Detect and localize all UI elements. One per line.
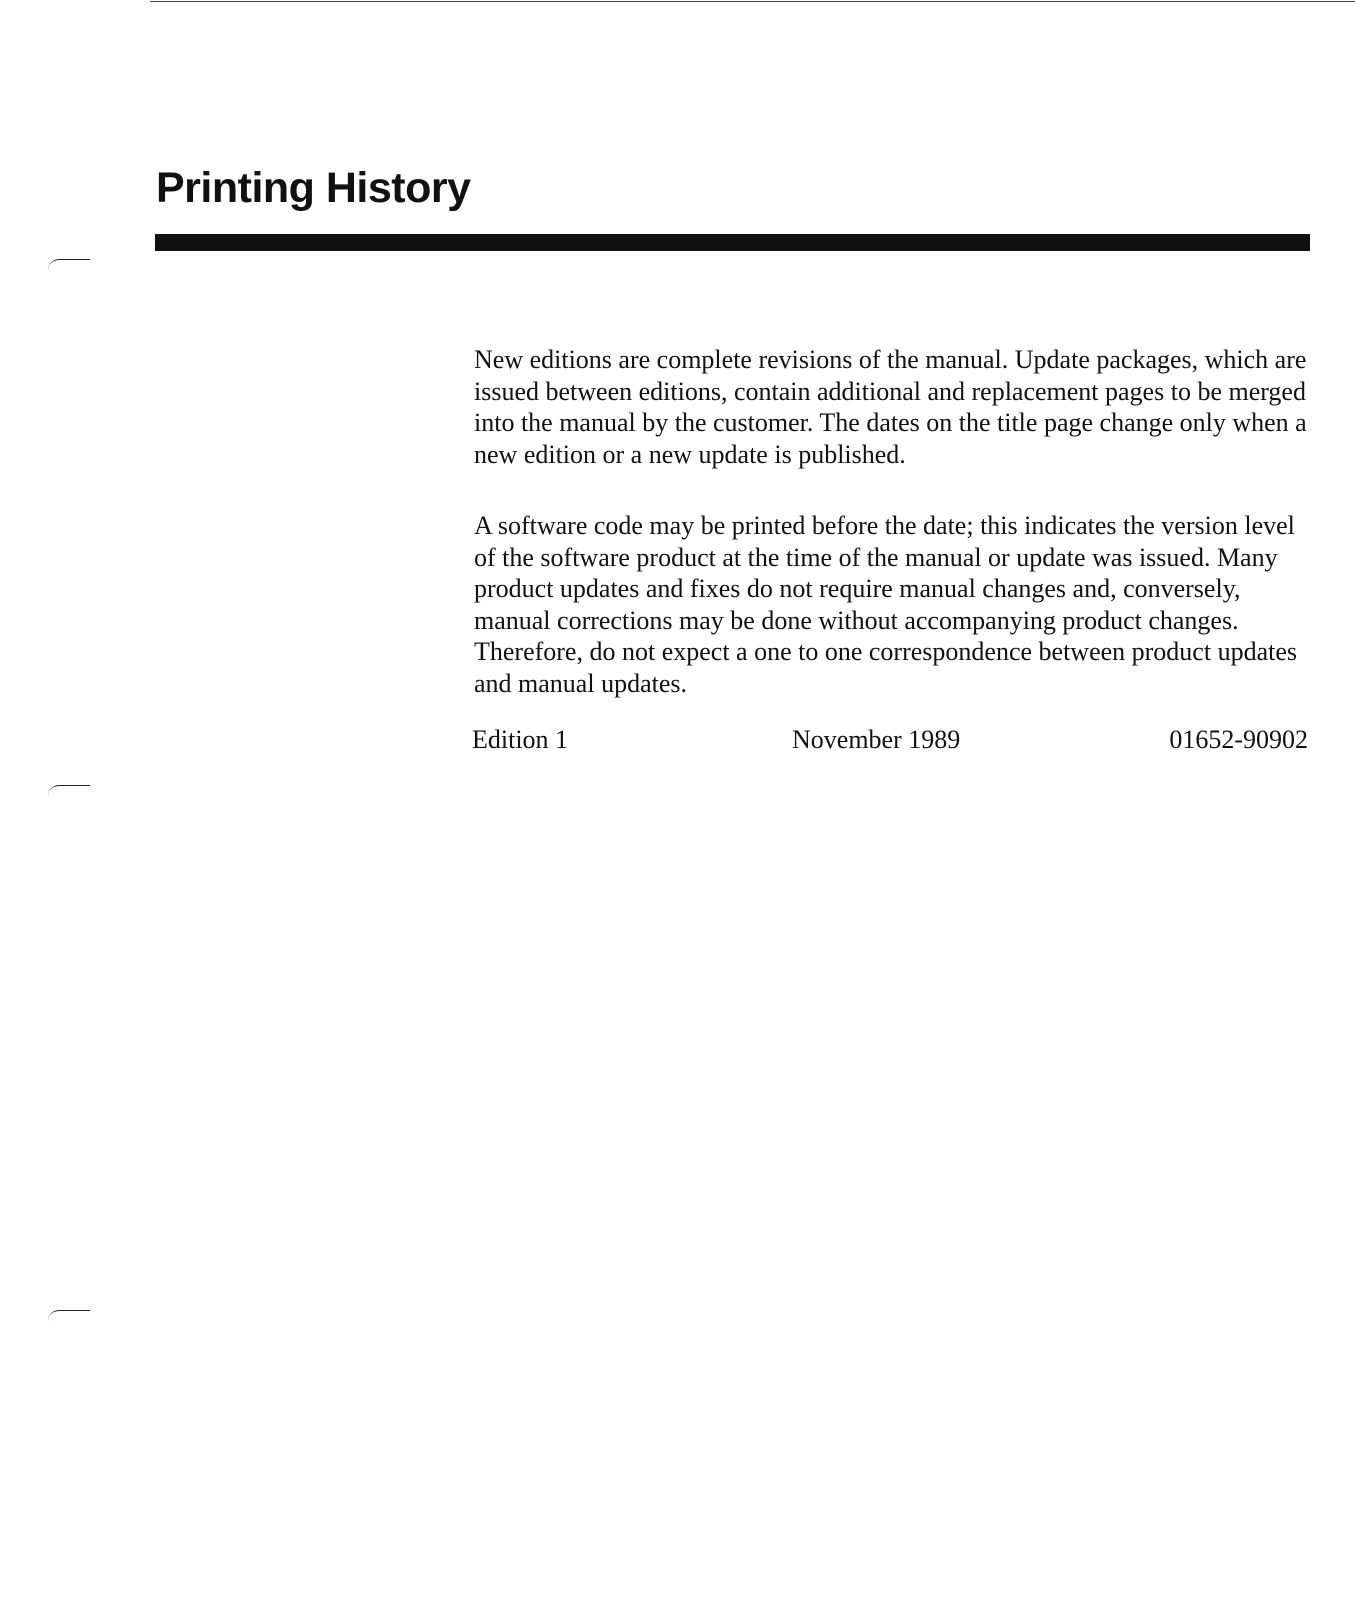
edition-row <box>472 723 1308 757</box>
edition-part-number: 01652-90902 <box>1169 725 1308 754</box>
binding-hole-mark <box>48 259 90 270</box>
edition-label: Edition 1 <box>472 725 569 754</box>
edition-date: November 1989 <box>792 725 961 754</box>
binding-hole-mark <box>48 1310 90 1321</box>
top-edge-rule <box>150 1 1355 2</box>
paragraph-new-editions: New editions are complete revisions of the manual. Update packages, which are issued between editions, contain additional and replacement pages to be merged into the manual by the customer. The dates on the title page change only when a new edition or a new update is published. <box>474 345 1307 469</box>
binding-hole-mark <box>48 785 90 796</box>
title-underline-bar <box>155 234 1310 251</box>
paragraph-software-code: A software code may be printed before the date; this indicates the version level of the software product at the time of the manual or update was issued. Many product updates and fixes do not require manual changes and, conversely, manual corrections may be done without accompanying product changes. Therefore, do not expect a one to one correspondence between product updates and manual updates. <box>474 511 1297 698</box>
page-title: Printing History <box>156 164 471 212</box>
